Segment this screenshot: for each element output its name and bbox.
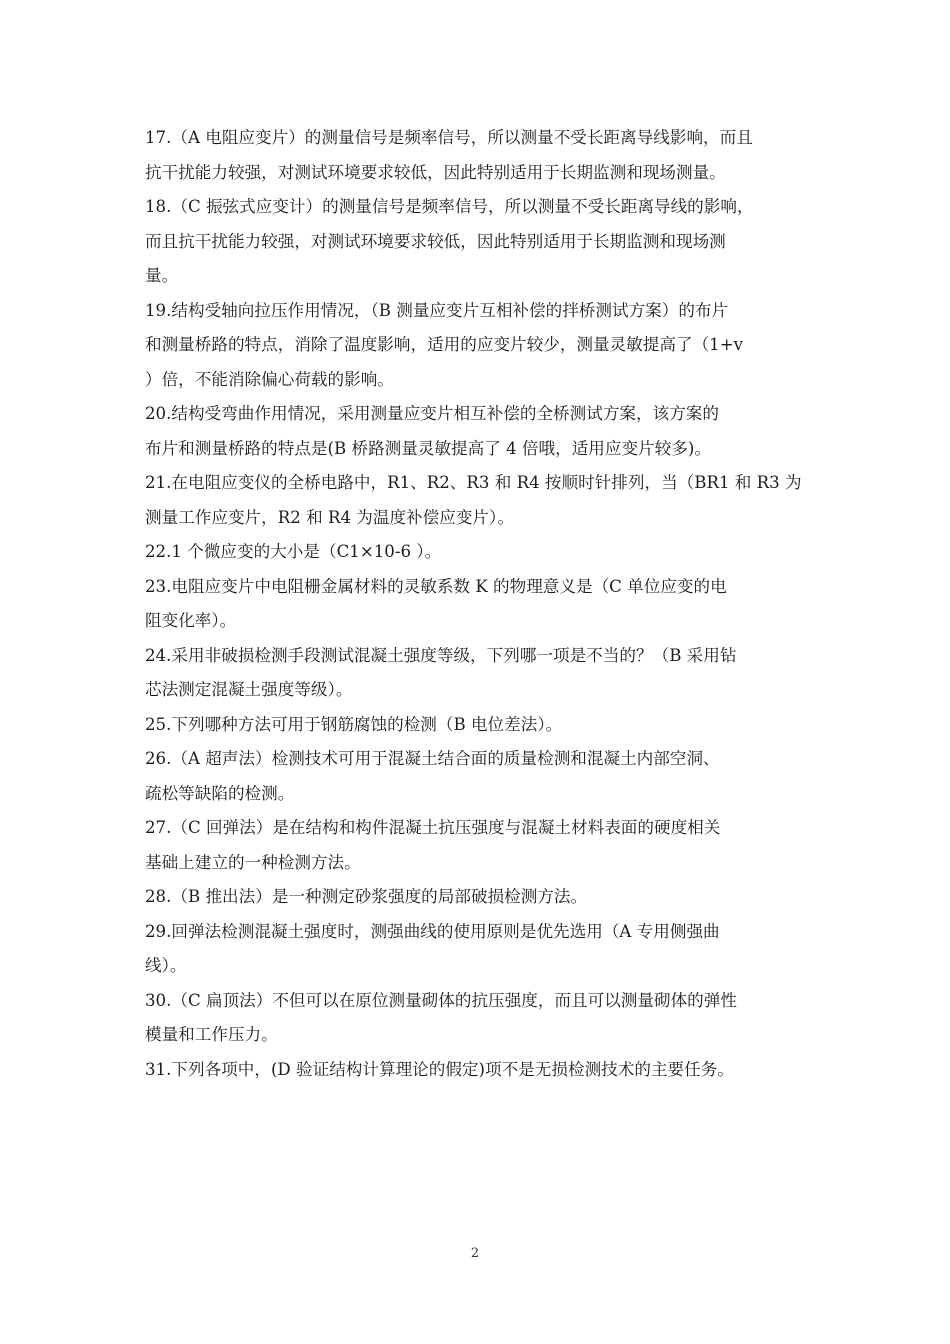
text-line: 25.下列哪种方法可用于钢筋腐蚀的检测（B 电位差法）。: [145, 714, 563, 734]
text-line: 18.（C 振弦式应变计）的测量信号是频率信号，所以测量不受长距离导线的影响，: [145, 197, 754, 216]
text-line: 24.采用非破损检测手段测试混凝土强度等级，下列哪一项是不当的？（B 采用钻: [145, 645, 737, 665]
text-line: 抗干扰能力较强，对测试环境要求较低，因此特别适用于长期监测和现场测量。: [145, 162, 726, 182]
text-line: 阻变化率）。: [145, 611, 237, 630]
text-line: 而且抗干扰能力较强，对测试环境要求较低，因此特别适用于长期监测和现场测: [145, 231, 726, 251]
text-line: 28.（B 推出法）是一种测定砂浆强度的局部破损检测方法。: [145, 887, 588, 906]
text-line: 19.结构受轴向拉压作用情况，（B 测量应变片互相补偿的拌桥测试方案）的布片: [145, 300, 729, 320]
text-line: 布片和测量桥路的特点是(B 桥路测量灵敏提高了 4 倍哦，适用应变片较多)。: [145, 438, 711, 458]
document-body: [145, 121, 810, 1087]
text-line: 23.电阻应变片中电阻栅金属材料的灵敏系数 K 的物理意义是（C 单位应变的电: [145, 576, 727, 596]
text-line: 30.（C 扁顶法）不但可以在原位测量砌体的抗压强度，而且可以测量砌体的弹性: [145, 990, 737, 1010]
text-line: 基础上建立的一种检测方法。: [145, 852, 361, 872]
text-line: 疏松等缺陷的检测。: [145, 783, 295, 803]
text-line: 测量工作应变片，R2 和 R4 为温度补偿应变片）。: [145, 507, 514, 527]
text-line: 芯法测定混凝土强度等级）。: [145, 680, 353, 699]
text-line: 20.结构受弯曲作用情况，采用测量应变片相互补偿的全桥测试方案，该方案的: [145, 404, 719, 423]
text-line: 29.回弹法检测混凝土强度时，测强曲线的使用原则是优先选用（A 专用侧强曲: [145, 921, 720, 941]
text-line: 21.在电阻应变仪的全桥电路中，R1、R2、R3 和 R4 按顺时针排列，当（BR1 和 R3 为: [145, 473, 802, 492]
text-line: 26.（A 超声法）检测技术可用于混凝土结合面的质量检测和混凝土内部空洞、: [145, 749, 720, 768]
text-line: 和测量桥路的特点，消除了温度影响，适用的应变片较少，测量灵敏提高了（1+v: [145, 335, 744, 354]
text-line: 27.（C 回弹法）是在结构和构件混凝土抗压强度与混凝土材料表面的硬度相关: [145, 818, 721, 837]
text-line: 22.1 个微应变的大小是（C1×10-6 ）。: [145, 542, 442, 561]
page-number: 2: [470, 1246, 480, 1261]
text-line: 17.（A 电阻应变片）的测量信号是频率信号，所以测量不受长距离导线影响，而且: [145, 128, 753, 147]
text-line: 31.下列各项中，(D 验证结构计算理论的假定)项不是无损检测技术的主要任务。: [145, 1059, 734, 1079]
text-line: ）倍，不能消除偏心荷载的影响。: [145, 369, 394, 389]
text-line: 线）。: [145, 956, 187, 975]
text-line: 量。: [145, 266, 179, 285]
text-line: 模量和工作压力。: [145, 1025, 278, 1044]
